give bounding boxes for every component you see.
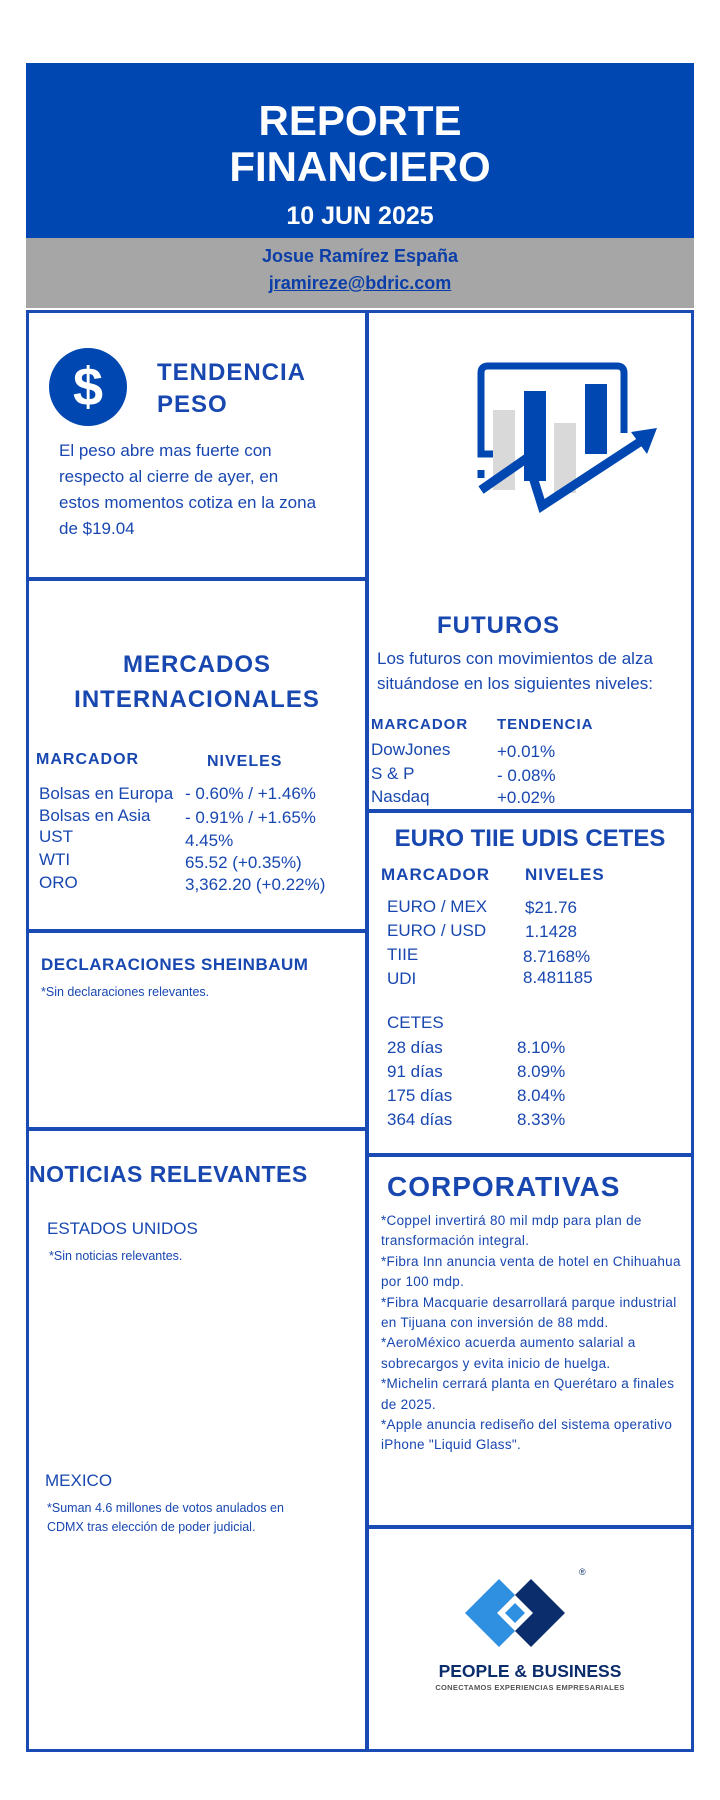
cetes-label: CETES [387, 1013, 444, 1032]
registered-mark: ® [579, 1567, 586, 1577]
cetes-row-value: 8.10% [517, 1038, 566, 1057]
futuros-row-value: - 0.08% [497, 766, 556, 785]
futuros-title: FUTUROS [437, 612, 560, 639]
chart-icon-panel [366, 310, 694, 580]
futuros-col-tendencia: TENDENCIA [497, 716, 594, 733]
report-date: 10 JUN 2025 [286, 202, 434, 230]
corporativas-item: *Apple anuncia rediseño del sistema operativo iPhone "Liquid Glass". [381, 1417, 673, 1453]
euro-row-name: EURO / MEX [387, 897, 488, 916]
mercados-row-value: 65.52 (+0.35%) [185, 853, 302, 872]
corporativas-item: *Coppel invertirá 80 mil mdp para plan de transformación integral. [381, 1213, 642, 1249]
declaraciones-section [26, 930, 368, 1130]
futuros-row-name: DowJones [371, 740, 451, 759]
euro-title: EURO TIIE UDIS CETES [394, 825, 666, 852]
declaraciones-title: DECLARACIONES SHEINBAUM [41, 955, 309, 974]
corporativas-list [381, 1211, 681, 1456]
mercados-title-line1: MERCADOS [122, 651, 271, 678]
cetes-row-value: 8.04% [517, 1086, 566, 1105]
author-name: Josue Ramírez España [261, 246, 459, 266]
cetes-row-value: 8.09% [517, 1062, 566, 1081]
mercados-row-name: Bolsas en Europa [39, 784, 174, 803]
noticias-mx-text-line2: CDMX tras elección de poder judicial. [47, 1520, 256, 1534]
futuros-row-name: Nasdaq [371, 787, 430, 806]
logo-tagline: CONECTAMOS EXPERIENCIAS EMPRESARIALES [435, 1683, 625, 1692]
futuros-text-line2: situándose en los siguientes niveles: [377, 674, 653, 693]
futuros-section [366, 578, 694, 812]
euro-tiie-section [366, 810, 694, 1156]
noticias-mx-label: MEXICO [45, 1471, 113, 1490]
euro-col-marcador: MARCADOR [381, 865, 491, 884]
euro-row-name: EURO / USD [387, 921, 487, 940]
logo-panel [366, 1526, 694, 1752]
author-bar [26, 238, 694, 308]
corporativas-section [366, 1154, 694, 1528]
tendencia-title-line1: TENDENCIA [157, 359, 307, 386]
mercados-row-value: - 0.60% / +1.46% [185, 784, 316, 803]
cetes-row-name: 28 días [387, 1038, 443, 1057]
logo-name: PEOPLE & BUSINESS [438, 1661, 622, 1681]
euro-row-value: 8.481185 [523, 968, 593, 987]
cetes-row-name: 91 días [387, 1062, 443, 1081]
futuros-col-marcador: MARCADOR [371, 716, 469, 733]
corporativas-item: *AeroMéxico acuerda aumento salarial a sobrecargos y evita inicio de huelga. [381, 1335, 636, 1371]
mercados-col-niveles: NIVELES [207, 753, 283, 770]
cetes-row-name: 175 días [387, 1086, 453, 1105]
noticias-us-label: ESTADOS UNIDOS [47, 1219, 198, 1238]
cetes-row-name: 364 días [387, 1110, 453, 1129]
euro-col-niveles: NIVELES [525, 865, 605, 884]
futuros-row-value: +0.02% [497, 788, 556, 807]
mercados-title-line2: INTERNACIONALES [74, 686, 320, 713]
dollar-icon: $ [49, 348, 127, 426]
mercados-row-value: 4.45% [185, 831, 234, 850]
futuros-row-name: S & P [371, 764, 415, 783]
mercados-row-value: - 0.91% / +1.65% [185, 808, 316, 827]
growth-chart-icon [467, 358, 667, 528]
cetes-row-value: 8.33% [517, 1110, 566, 1129]
author-email-link[interactable]: jramireze@bdric.com [268, 273, 452, 293]
corporativas-item: *Fibra Inn anuncia venta de hotel en Chihuahua por 100 mdp. [381, 1253, 681, 1290]
corporativas-item: *Michelin cerrará planta en Querétaro a finales de 2025. [381, 1376, 675, 1412]
report-header [26, 63, 694, 238]
euro-row-name: UDI [387, 969, 417, 988]
corporativas-title: CORPORATIVAS [387, 1171, 621, 1202]
mercados-section [26, 578, 368, 932]
noticias-us-text: *Sin noticias relevantes. [49, 1249, 183, 1263]
mercados-row-value: 3,362.20 (+0.22%) [185, 875, 326, 894]
euro-row-value: $21.76 [525, 898, 577, 917]
noticias-title: NOTICIAS RELEVANTES [29, 1161, 308, 1187]
mercados-row-name: UST [39, 827, 73, 846]
mercados-row-name: Bolsas en Asia [39, 806, 151, 825]
declaraciones-text: *Sin declaraciones relevantes. [41, 985, 210, 999]
noticias-mx-text-line1: *Suman 4.6 millones de votos anulados en [47, 1501, 284, 1515]
corporativas-item: *Fibra Macquarie desarrollará parque industrial en Tijuana con inversión de 88 mdd. [381, 1294, 677, 1331]
tendencia-peso-section [26, 310, 368, 580]
futuros-row-value: +0.01% [497, 742, 556, 761]
mercados-col-marcador: MARCADOR [36, 751, 140, 768]
euro-row-value: 8.7168% [523, 947, 591, 966]
noticias-section [26, 1128, 368, 1752]
euro-row-value: 1.1428 [525, 922, 577, 941]
futuros-text-line1: Los futuros con movimientos de alza [377, 649, 653, 668]
people-business-logo-icon [465, 1567, 575, 1667]
report-title-line1: REPORTE [258, 97, 462, 144]
tendencia-text: El peso abre mas fuerte con respecto al cierre de ayer, en estos momentos cotiza en la zona de $19.04 [59, 441, 317, 538]
mercados-row-name: WTI [39, 850, 71, 869]
tendencia-title-line2: PESO [157, 391, 228, 418]
mercados-row-name: ORO [39, 873, 78, 892]
report-title-line2: FINANCIERO [229, 143, 491, 190]
euro-row-name: TIIE [387, 945, 419, 964]
